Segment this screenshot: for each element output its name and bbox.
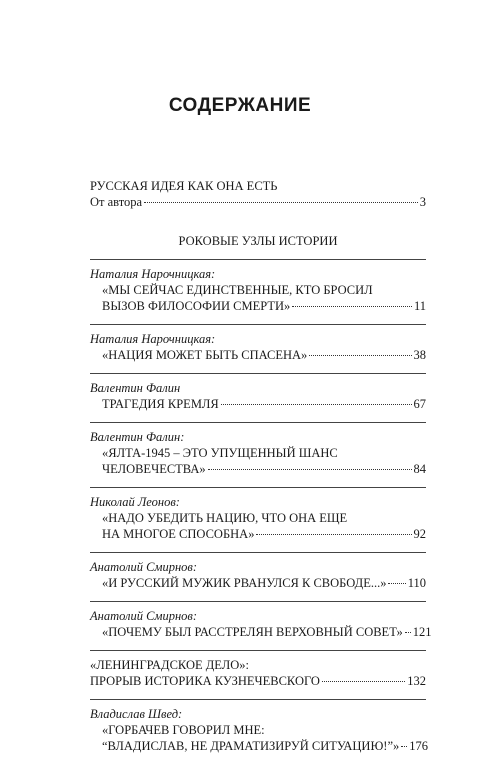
entry-title-row (90, 624, 432, 640)
separator-line (90, 552, 426, 553)
entry-title-row (90, 673, 426, 689)
toc-entry[interactable] (90, 373, 426, 412)
dot-leader (208, 469, 412, 470)
entry-title-row (90, 526, 426, 542)
entry-title-line: «ЯЛТА-1945 – ЭТО УПУЩЕННЫЙ ШАНС (102, 446, 338, 460)
page-number: 38 (413, 348, 426, 362)
entry-author: Николай Леонов: (90, 495, 180, 509)
page-number: 3 (419, 195, 426, 209)
page-number: 121 (412, 625, 432, 639)
dot-leader (401, 746, 407, 747)
entry-title-line: ВЫЗОВ ФИЛОСОФИИ СМЕРТИ» (102, 299, 291, 313)
page-number: 67 (413, 397, 426, 411)
entry-title-line: «И РУССКИЙ МУЖИК РВАНУЛСЯ К СВОБОДЕ...» (102, 576, 387, 590)
page-title: СОДЕРЖАНИЕ (168, 95, 312, 116)
separator-line (90, 601, 426, 602)
toc-entry[interactable] (90, 259, 426, 314)
table-of-contents (90, 178, 432, 764)
page-number: 11 (413, 299, 426, 313)
entry-title-line: “ВЛАДИСЛАВ, НЕ ДРАМАТИЗИРУЙ СИТУАЦИЮ!”» (102, 739, 400, 753)
dot-leader (388, 583, 405, 584)
entry-author: Валентин Фалин (90, 381, 181, 395)
entry-title-line: «НАЦИЯ МОЖЕТ БЫТЬ СПАСЕНА» (102, 348, 308, 362)
dot-leader (144, 202, 418, 203)
dot-leader (292, 306, 412, 307)
toc-entry[interactable] (90, 601, 432, 640)
entry-author: Владислав Швед: (90, 707, 183, 721)
toc-entries (90, 259, 432, 754)
separator-line (90, 259, 426, 260)
entry-title-line: «НАДО УБЕДИТЬ НАЦИЮ, ЧТО ОНА ЕЩЕ (102, 511, 348, 525)
entry-title-line: «МЫ СЕЙЧАС ЕДИНСТВЕННЫЕ, КТО БРОСИЛ (102, 283, 373, 297)
entry-title-row (90, 575, 426, 591)
dot-leader (221, 404, 412, 405)
separator-line (90, 487, 426, 488)
page-number: 176 (409, 739, 429, 753)
page-number: 84 (413, 462, 426, 476)
entry-author: Наталия Нарочницкая: (90, 332, 216, 346)
entry-title-line: ЧЕЛОВЕЧЕСТВА» (102, 462, 206, 476)
separator-line (90, 324, 426, 325)
page-number: 92 (413, 527, 426, 541)
entry-title-line: ПРОРЫВ ИСТОРИКА КУЗНЕЧЕВСКОГО (90, 674, 320, 688)
toc-entry[interactable] (90, 650, 426, 689)
toc-entry[interactable] (90, 699, 429, 754)
entry-title-line: «ГОРБАЧЕВ ГОВОРИЛ МНЕ: (102, 723, 265, 737)
toc-entry-preface[interactable] (90, 194, 426, 210)
entry-title-row (90, 461, 426, 477)
page-number: 132 (407, 674, 426, 688)
entry-title-row (90, 738, 429, 754)
toc-entry[interactable] (90, 422, 426, 477)
separator-line (90, 650, 426, 651)
toc-entry[interactable] (90, 552, 426, 591)
entry-title-line: НА МНОГОЕ СПОСОБНА» (102, 527, 255, 541)
part-heading: РУССКАЯ ИДЕЯ КАК ОНА ЕСТЬ (90, 179, 278, 193)
separator-line (90, 699, 426, 700)
dot-leader (256, 534, 411, 535)
dot-leader (405, 632, 411, 633)
toc-entry[interactable] (90, 487, 426, 542)
entry-author: Анатолий Смирнов: (90, 609, 197, 623)
entry-title-line: «ЛЕНИНГРАДСКОЕ ДЕЛО»: (90, 658, 249, 672)
separator-line (90, 373, 426, 374)
section-title: РОКОВЫЕ УЗЛЫ ИСТОРИИ (178, 234, 338, 248)
toc-entry[interactable] (90, 324, 426, 363)
toc-entry-label: От автора (90, 195, 143, 209)
dot-leader (309, 355, 411, 356)
entry-author: Валентин Фалин: (90, 430, 185, 444)
entry-title-line: «ПОЧЕМУ БЫЛ РАССТРЕЛЯН ВЕРХОВНЫЙ СОВЕТ» (102, 625, 403, 639)
entry-author: Наталия Нарочницкая: (90, 267, 216, 281)
page-number: 110 (407, 576, 426, 590)
entry-title-line: ТРАГЕДИЯ КРЕМЛЯ (102, 397, 219, 411)
separator-line (90, 422, 426, 423)
entry-author: Анатолий Смирнов: (90, 560, 197, 574)
entry-title-row (90, 396, 426, 412)
entry-title-row (90, 347, 426, 363)
dot-leader (322, 681, 405, 682)
entry-title-row (90, 298, 426, 314)
